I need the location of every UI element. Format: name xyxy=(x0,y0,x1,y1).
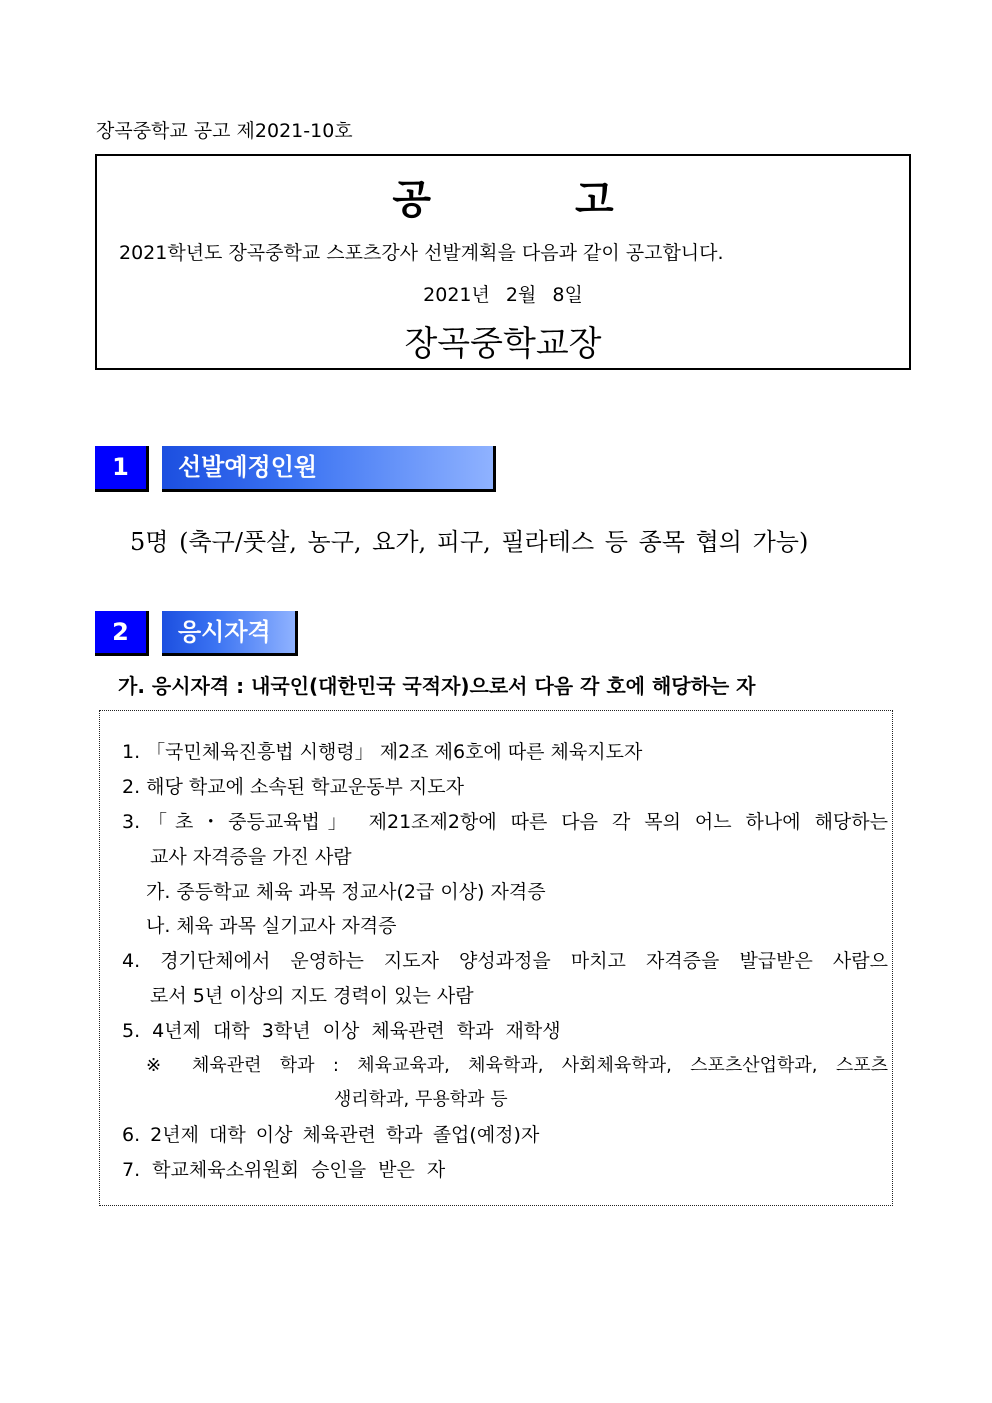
qualification-subitem: 가. 중등학교 체육 과목 정교사(2급 이상) 자격증 xyxy=(146,881,546,903)
notice-body: 2021학년도 장곡중학교 스포츠강사 선발계획을 다음과 같이 공고합니다. xyxy=(119,242,724,264)
qualification-item-continued: 로서 5년 이상의 지도 경력이 있는 사람 xyxy=(150,985,474,1007)
qualification-item-continued: 교사 자격증을 가진 사람 xyxy=(150,846,352,868)
section-1-number: 1 xyxy=(95,446,149,492)
qualification-subitem: 나. 체육 과목 실기교사 자격증 xyxy=(146,915,397,937)
qualification-item: 4. 경기단체에서 운영하는 지도자 양성과정을 마치고 자격증을 발급받은 사람으 xyxy=(122,950,888,972)
qualification-item: 2. 해당 학교에 소속된 학교운동부 지도자 xyxy=(122,776,464,798)
section-2-title: 응시자격 xyxy=(162,611,298,656)
notice-number: 장곡중학교 공고 제2021-10호 xyxy=(96,120,353,142)
qualification-item: 3.「초・중등교육법」 제21조제2항에 따른 다음 각 목의 어느 하나에 해당하는 xyxy=(122,811,888,833)
qualification-item: 1. 「국민체육진흥법 시행령」 제2조 제6호에 따른 체육지도자 xyxy=(122,741,643,763)
qualification-subtitle: 가. 응시자격 : 내국인(대한민국 국적자)으로서 다음 각 호에 해당하는 자 xyxy=(118,674,756,698)
notice-box xyxy=(95,154,911,370)
qualification-item: 7. 학교체육소위원회 승인을 받은 자 xyxy=(122,1159,446,1181)
qualification-item: 5. 4년제 대학 3학년 이상 체육관련 학과 재학생 xyxy=(122,1020,561,1042)
notice-title: 공 고 xyxy=(392,177,614,223)
section-2-number: 2 xyxy=(95,611,149,656)
qualification-note: ※ 체육관련 학과 : 체육교육과, 체육학과, 사회체육학과, 스포츠산업학과, 스포츠 xyxy=(146,1055,888,1076)
notice-date: 2021년 2월 8일 xyxy=(423,284,583,306)
notice-signer: 장곡중학교장 xyxy=(404,324,602,364)
qualification-item: 6. 2년제 대학 이상 체육관련 학과 졸업(예정)자 xyxy=(122,1124,540,1146)
section-1-title: 선발예정인원 xyxy=(162,446,496,492)
qualification-note-continued: 생리학과, 무용학과 등 xyxy=(334,1089,508,1110)
qualification-box xyxy=(99,710,893,1206)
recruit-count-text: 5명 (축구/풋살, 농구, 요가, 피구, 필라테스 등 종목 협의 가능) xyxy=(130,528,809,556)
